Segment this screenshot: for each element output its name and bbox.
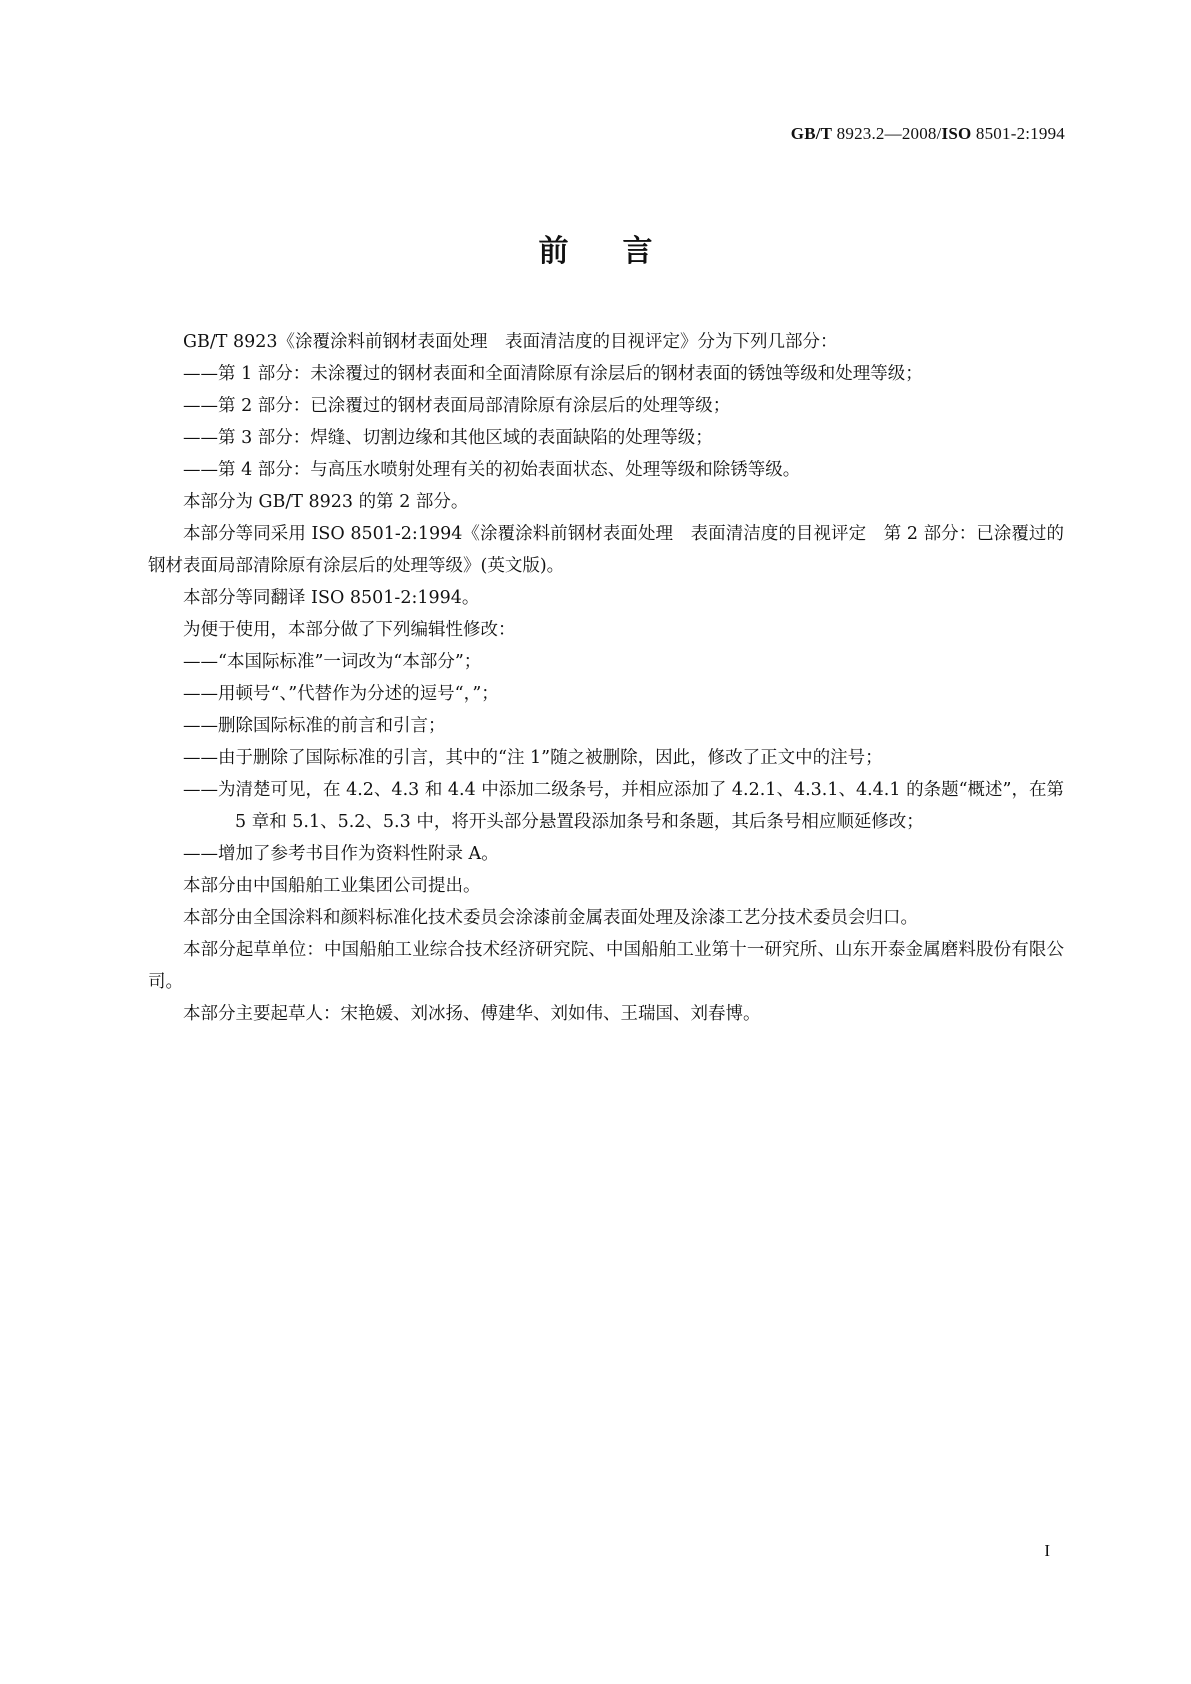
page-number: I — [1044, 1541, 1050, 1560]
list-item-part-3: ——第 3 部分：焊缝、切割边缘和其他区域的表面缺陷的处理等级； — [183, 428, 713, 448]
list-item-edit-4: ——由于删除了国际标准的引言，其中的“注 1”随之被删除，因此，修改了正文中的注号； — [183, 748, 883, 768]
paragraph-committee: 本部分由全国涂料和颜料标准化技术委员会涂漆前金属表面处理及涂漆工艺分技术委员会归口。 — [183, 908, 918, 928]
standard-iso-prefix: ISO — [941, 124, 972, 143]
list-item-part-2: ——第 2 部分：已涂覆过的钢材表面局部清除原有涂层后的处理等级； — [183, 396, 731, 416]
paragraph-editorial-intro: 为便于使用，本部分做了下列编辑性修改： — [183, 620, 516, 640]
standard-gb-number: 8923.2—2008/ — [832, 124, 942, 143]
list-item-edit-3: ——删除国际标准的前言和引言； — [183, 716, 446, 736]
page-title: 前言 — [538, 234, 707, 269]
paragraph-intro: GB/T 8923《涂覆涂料前钢材表面处理 表面清洁度的目视评定》分为下列几部分： — [183, 332, 838, 352]
standard-iso-number: 8501-2:1994 — [971, 124, 1065, 143]
paragraph-proposer: 本部分由中国船舶工业集团公司提出。 — [183, 876, 481, 896]
list-item-edit-6: ——增加了参考书目作为资料性附录 A。 — [183, 844, 499, 864]
paragraph-iso-adoption: 本部分等同采用 ISO 8501-2:1994《涂覆涂料前钢材表面处理 表面清洁度的目视评定 第 2 部分：已涂覆过的钢材表面局部清除原有涂层后的处理等级》(英文版)。 — [148, 524, 1064, 576]
paragraph-translation: 本部分等同翻译 ISO 8501-2:1994。 — [183, 588, 480, 608]
standard-number-header — [791, 124, 1065, 144]
list-item-edit-5: ——为清楚可见，在 4.2、4.3 和 4.4 中添加二级条号，并相应添加了 4.2.1、4.3.1、4.4.1 的条题“概述”，在第 5 章和 5.1、5.2、5.3 中，将开头部分悬置段添加条号和条题，其后条号相应顺延修改； — [183, 780, 1064, 832]
list-item-part-4: ——第 4 部分：与高压水喷射处理有关的初始表面状态、处理等级和除锈等级。 — [183, 460, 801, 480]
foreword-body — [148, 326, 1064, 1030]
paragraph-part-statement: 本部分为 GB/T 8923 的第 2 部分。 — [183, 492, 469, 512]
list-item-edit-1: ——“本国际标准”一词改为“本部分”； — [183, 652, 482, 672]
list-item-part-1: ——第 1 部分：未涂覆过的钢材表面和全面清除原有涂层后的钢材表面的锈蚀等级和处理等级； — [183, 364, 923, 384]
paragraph-drafters: 本部分主要起草人：宋艳媛、刘冰扬、傅建华、刘如伟、王瑞国、刘春博。 — [183, 1004, 761, 1024]
paragraph-drafting-units: 本部分起草单位：中国船舶工业综合技术经济研究院、中国船舶工业第十一研究所、山东开泰金属磨料股份有限公司。 — [148, 940, 1064, 992]
standard-gb-prefix: GB/T — [790, 124, 833, 143]
list-item-edit-2: ——用顿号“、”代替作为分述的逗号“，”； — [183, 684, 499, 704]
